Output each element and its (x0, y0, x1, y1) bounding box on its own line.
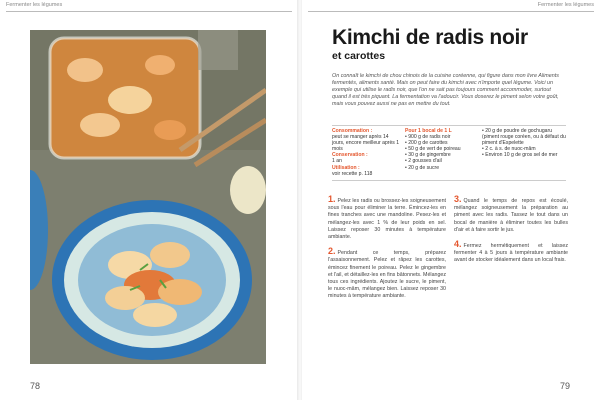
step-text: Pelez les radis ou brossez-les soigneusement sous l'eau pour éliminer la terre. Émincez-les en fines tranches avec une mandoline. Pesez-les et mélangez-les avec 1 % de leur poids en sel. Laissez reposer 30 minutes à température ambiante. (328, 198, 446, 241)
ingredients-list-2 (482, 128, 566, 158)
kimchi-photo (30, 30, 266, 364)
step-number: 4. (454, 239, 462, 250)
ingredient-item: • 20 g de poudre de gochugaru (piment rouge coréen, ou à défaut du piment d'Espelette (482, 128, 566, 146)
step-number: 3. (454, 194, 462, 204)
ingredient-item: • 30 g de gingembre (405, 152, 479, 158)
steps-column-1 (328, 196, 446, 308)
step-text: Fermez hermétiquement et laissez fermenter 4 à 5 jours à température ambiante avant de stocker idéalement dans un local frais. (454, 243, 568, 264)
recipe-step (454, 241, 568, 265)
consommation-text: peut se manger après 14 jours, encore meilleur après 1 mois (332, 134, 400, 153)
info-top-rule (332, 125, 566, 126)
ingredient-item: • 2 c. à s. de nuoc-mâm (482, 146, 566, 152)
conservation-label: Conservation : (332, 152, 368, 159)
steps-column-2 (454, 196, 568, 272)
recipe-subtitle: et carottes (332, 50, 386, 62)
conservation-text: 1 an (332, 158, 342, 165)
step-text: Quand le temps de repos est écoulé, mélangez soigneusement la préparation au piment avec les radis. Tassez le tout dans un bocal de manière à éliminer toutes les bulles d'air et à faire sortir le jus. (454, 198, 568, 233)
running-rule-left (6, 11, 292, 12)
utilisation-label: Utilisation : (332, 164, 360, 171)
ingredients-list-1 (405, 128, 479, 171)
consommation-label: Consommation : (332, 128, 373, 134)
info-bottom-rule (332, 180, 566, 181)
recipe-step (328, 248, 446, 300)
left-page (0, 0, 298, 400)
running-head-right: Fermenter les légumes (537, 2, 594, 8)
ingredient-item: • Environ 10 g de gros sel de mer (482, 152, 566, 158)
running-head-left: Fermenter les légumes (6, 2, 63, 8)
right-page (302, 0, 600, 400)
running-rule-right (308, 11, 594, 12)
recipe-step (454, 196, 568, 234)
kimchi-photo-illustration (30, 30, 266, 364)
storage-info (332, 128, 402, 177)
ingredient-item: • 50 g de vert de poireau (405, 146, 479, 152)
bocal-label: Pour 1 bocal de 1 L (405, 128, 452, 134)
step-number: 1. (328, 194, 336, 204)
ingredient-item: • 2 gousses d'ail (405, 158, 479, 164)
recipe-step (328, 196, 446, 241)
page-number-right: 79 (559, 381, 570, 391)
utilisation-text: voir recette p. 118 (332, 170, 373, 177)
recipe-intro: On connaît le kimchi de chou chinois de la cuisine coréenne, qui figure dans mon livre Aliments fermentés, aliments santé. Mais on peut faire du kimchi avec n'importe quel légume. Voici un exemple qui utilise le radis noir, que l'on ne sait pas toujours comment accommoder, surtout quand il est très piquant. La fermentation va l'adoucir. Vous doserez le piment selon votre goût, mais vous pouvez aussi ne pas en mettre du tout. (332, 73, 559, 108)
ingredient-item: • 20 g de sucre (405, 165, 479, 171)
step-number: 2. (328, 246, 336, 257)
recipe-title: Kimchi de radis noir (332, 26, 528, 49)
ingredient-item: • 900 g de radis noir (405, 134, 479, 140)
page-number-left: 78 (30, 381, 41, 391)
ingredient-item: • 200 g de carottes (405, 140, 479, 146)
step-text: Pendant ce temps, préparez l'assaisonnement. Pelez et râpez les carottes, émincez finement le poireau. Pelez le gingembre et l'ail, et détaillez-les en fins bâtonnets. Mélangez tous ces ingrédients. Ajoutez le sucre, le piment, le nuoc-mâm, mélangez bien. Laissez reposer 30 minutes à température ambiante. (328, 250, 446, 300)
